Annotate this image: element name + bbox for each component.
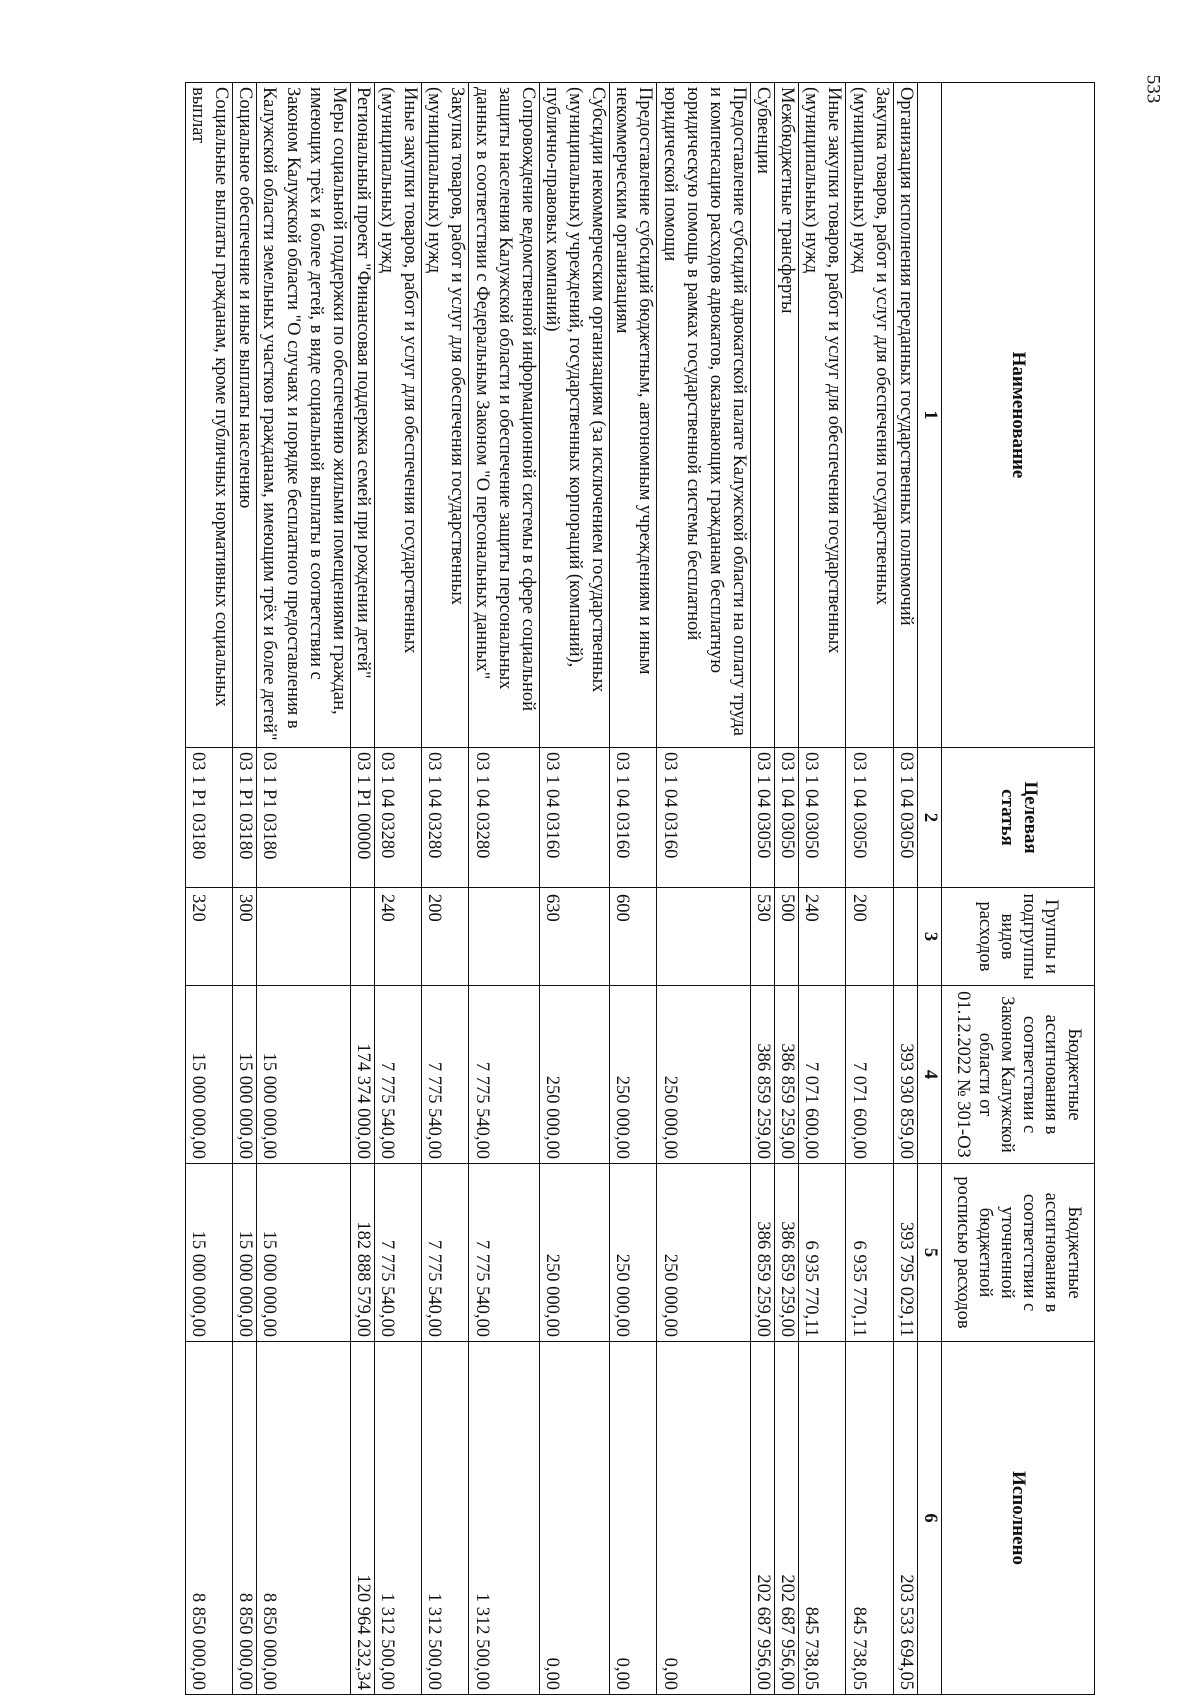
row-law-amount: 386 859 259,00 bbox=[751, 986, 775, 1164]
row-target-code: 03 1 04 03050 bbox=[751, 748, 775, 888]
row-name: Межбюджетные трансферты bbox=[775, 83, 799, 748]
row-target-code: 03 1 04 03160 bbox=[539, 748, 609, 888]
header-executed: Исполнено bbox=[942, 1342, 1095, 1695]
table-row bbox=[257, 83, 351, 1695]
row-law-amount: 7 071 600,00 bbox=[846, 986, 893, 1164]
row-refined-amount: 7 775 540,00 bbox=[422, 1164, 469, 1342]
row-group-code: 300 bbox=[233, 888, 257, 986]
row-group-code bbox=[350, 888, 374, 986]
row-law-amount: 7 775 540,00 bbox=[469, 986, 539, 1164]
table-row bbox=[186, 83, 233, 1695]
col-number-1: 1 bbox=[917, 83, 941, 748]
table-row bbox=[375, 83, 422, 1695]
row-law-amount: 250 000,00 bbox=[657, 986, 751, 1164]
table-row bbox=[751, 83, 775, 1695]
row-name: Иные закупки товаров, работ и услуг для обеспечения государственных (муниципальных) нужд bbox=[799, 83, 846, 748]
col-number-2: 2 bbox=[917, 748, 941, 888]
row-group-code: 600 bbox=[610, 888, 657, 986]
row-group-code bbox=[469, 888, 539, 986]
row-executed-amount: 203 533 694,05 bbox=[893, 1342, 917, 1695]
row-group-code: 200 bbox=[846, 888, 893, 986]
row-group-code: 200 bbox=[422, 888, 469, 986]
col-number-5: 5 bbox=[917, 1164, 941, 1342]
row-target-code: 03 1 04 03280 bbox=[375, 748, 422, 888]
row-group-code bbox=[657, 888, 751, 986]
row-target-code: 03 1 04 03050 bbox=[846, 748, 893, 888]
row-law-amount: 7 775 540,00 bbox=[375, 986, 422, 1164]
row-refined-amount: 15 000 000,00 bbox=[233, 1164, 257, 1342]
row-refined-amount: 7 775 540,00 bbox=[375, 1164, 422, 1342]
row-executed-amount: 1 312 500,00 bbox=[375, 1342, 422, 1695]
row-refined-amount: 386 859 259,00 bbox=[775, 1164, 799, 1342]
row-group-code: 630 bbox=[539, 888, 609, 986]
row-executed-amount: 845 738,05 bbox=[799, 1342, 846, 1695]
row-group-code: 320 bbox=[186, 888, 233, 986]
row-refined-amount: 250 000,00 bbox=[610, 1164, 657, 1342]
row-group-code: 500 bbox=[775, 888, 799, 986]
row-name: Закупка товаров, работ и услуг для обеспечения государственных (муниципальных) нужд bbox=[846, 83, 893, 748]
col-number-3: 3 bbox=[917, 888, 941, 986]
row-law-amount: 174 374 000,00 bbox=[350, 986, 374, 1164]
row-name: Сопровождение ведомственной информационной системы в сфере социальной защиты населения Калужской области и обеспечение защиты персональных данных в соответствии с Федеральным Законом "О персональных данных" bbox=[469, 83, 539, 748]
row-executed-amount: 1 312 500,00 bbox=[422, 1342, 469, 1695]
table-row bbox=[233, 83, 257, 1695]
header-group: Группы и подгруппы видов расходов bbox=[942, 888, 1095, 986]
row-name: Субсидии некоммерческим организациям (за исключением государственных (муниципальных) учреждений, государственных корпораций (компаний), публично-правовых компаний) bbox=[539, 83, 609, 748]
col-number-4: 4 bbox=[917, 986, 941, 1164]
row-target-code: 03 1 04 03050 bbox=[799, 748, 846, 888]
table-row bbox=[422, 83, 469, 1695]
row-executed-amount: 0,00 bbox=[539, 1342, 609, 1695]
row-executed-amount: 8 850 000,00 bbox=[233, 1342, 257, 1695]
table-header-row bbox=[942, 83, 1095, 1695]
header-name: Наименование bbox=[942, 83, 1095, 748]
budget-table-rotated-page bbox=[95, 82, 1095, 1694]
row-name: Предоставление субсидий адвокатской палате Калужской области на оплату труда и компенсацию расходов адвокатов, оказывающих гражданам бесплатную юридическую помощь в рамках государственной системы бесплатной юридической помощи bbox=[657, 83, 751, 748]
table-row bbox=[610, 83, 657, 1695]
row-group-code: 530 bbox=[751, 888, 775, 986]
page-number: 533 bbox=[1141, 74, 1163, 104]
table-row bbox=[799, 83, 846, 1695]
row-law-amount: 15 000 000,00 bbox=[233, 986, 257, 1164]
table-row bbox=[657, 83, 751, 1695]
row-law-amount: 393 930 859,00 bbox=[893, 986, 917, 1164]
row-target-code: 03 1 P1 00000 bbox=[350, 748, 374, 888]
budget-table bbox=[185, 82, 1095, 1695]
header-law: Бюджетные ассигнования в соответствии с Законом Калужской области от 01.12.2022 № 301-ОЗ bbox=[942, 986, 1095, 1164]
row-name: Региональный проект "Финансовая поддержка семей при рождении детей" bbox=[350, 83, 374, 748]
row-law-amount: 250 000,00 bbox=[610, 986, 657, 1164]
row-executed-amount: 8 850 000,00 bbox=[186, 1342, 233, 1695]
row-law-amount: 386 859 259,00 bbox=[775, 986, 799, 1164]
row-executed-amount: 202 687 956,00 bbox=[751, 1342, 775, 1695]
row-name: Иные закупки товаров, работ и услуг для обеспечения государственных (муниципальных) нужд bbox=[375, 83, 422, 748]
row-law-amount: 7 071 600,00 bbox=[799, 986, 846, 1164]
row-group-code bbox=[257, 888, 351, 986]
row-refined-amount: 7 775 540,00 bbox=[469, 1164, 539, 1342]
row-refined-amount: 15 000 000,00 bbox=[257, 1164, 351, 1342]
table-row bbox=[539, 83, 609, 1695]
row-executed-amount: 120 964 232,34 bbox=[350, 1342, 374, 1695]
row-name: Социальное обеспечение и иные выплаты населению bbox=[233, 83, 257, 748]
row-target-code: 03 1 04 03050 bbox=[893, 748, 917, 888]
row-name: Меры социальной поддержки по обеспечению жилыми помещениями граждан, имеющих трёх и более детей, в виде социальной выплаты в соответствии с Законом Калужской области "О случаях и порядке бесплатного предоставления в Калужской области земельных участков гражданам, имеющим трёх и более детей" bbox=[257, 83, 351, 748]
row-group-code: 240 bbox=[799, 888, 846, 986]
row-executed-amount: 0,00 bbox=[610, 1342, 657, 1695]
row-executed-amount: 202 687 956,00 bbox=[775, 1342, 799, 1695]
row-name: Организация исполнения переданных государственных полномочий bbox=[893, 83, 917, 748]
row-refined-amount: 182 888 579,00 bbox=[350, 1164, 374, 1342]
row-executed-amount: 8 850 000,00 bbox=[257, 1342, 351, 1695]
table-row bbox=[350, 83, 374, 1695]
row-name: Закупка товаров, работ и услуг для обеспечения государственных (муниципальных) нужд bbox=[422, 83, 469, 748]
row-name: Социальные выплаты гражданам, кроме публичных нормативных социальных выплат bbox=[186, 83, 233, 748]
row-law-amount: 7 775 540,00 bbox=[422, 986, 469, 1164]
row-refined-amount: 250 000,00 bbox=[539, 1164, 609, 1342]
col-number-6: 6 bbox=[917, 1342, 941, 1695]
column-number-row bbox=[917, 83, 941, 1695]
row-target-code: 03 1 04 03280 bbox=[422, 748, 469, 888]
row-executed-amount: 0,00 bbox=[657, 1342, 751, 1695]
row-group-code bbox=[893, 888, 917, 986]
row-target-code: 03 1 04 03280 bbox=[469, 748, 539, 888]
row-target-code: 03 1 P1 03180 bbox=[186, 748, 233, 888]
row-executed-amount: 1 312 500,00 bbox=[469, 1342, 539, 1695]
row-target-code: 03 1 P1 03180 bbox=[257, 748, 351, 888]
row-refined-amount: 6 935 770,11 bbox=[846, 1164, 893, 1342]
row-refined-amount: 15 000 000,00 bbox=[186, 1164, 233, 1342]
row-target-code: 03 1 04 03160 bbox=[657, 748, 751, 888]
row-law-amount: 250 000,00 bbox=[539, 986, 609, 1164]
row-refined-amount: 6 935 770,11 bbox=[799, 1164, 846, 1342]
row-refined-amount: 386 859 259,00 bbox=[751, 1164, 775, 1342]
table-row bbox=[846, 83, 893, 1695]
row-target-code: 03 1 04 03160 bbox=[610, 748, 657, 888]
header-refined: Бюджетные ассигнования в соответствии с уточненной бюджетной росписью расходов bbox=[942, 1164, 1095, 1342]
row-law-amount: 15 000 000,00 bbox=[257, 986, 351, 1164]
row-target-code: 03 1 04 03050 bbox=[775, 748, 799, 888]
row-target-code: 03 1 P1 03180 bbox=[233, 748, 257, 888]
row-executed-amount: 845 738,05 bbox=[846, 1342, 893, 1695]
row-group-code: 240 bbox=[375, 888, 422, 986]
table-row bbox=[775, 83, 799, 1695]
table-row bbox=[893, 83, 917, 1695]
table-row bbox=[469, 83, 539, 1695]
row-law-amount: 15 000 000,00 bbox=[186, 986, 233, 1164]
row-refined-amount: 393 795 029,11 bbox=[893, 1164, 917, 1342]
row-name: Субвенции bbox=[751, 83, 775, 748]
row-refined-amount: 250 000,00 bbox=[657, 1164, 751, 1342]
row-name: Предоставление субсидий бюджетным, автономным учреждениям и иным некоммерческим организациям bbox=[610, 83, 657, 748]
header-target: Целевая статья bbox=[942, 748, 1095, 888]
